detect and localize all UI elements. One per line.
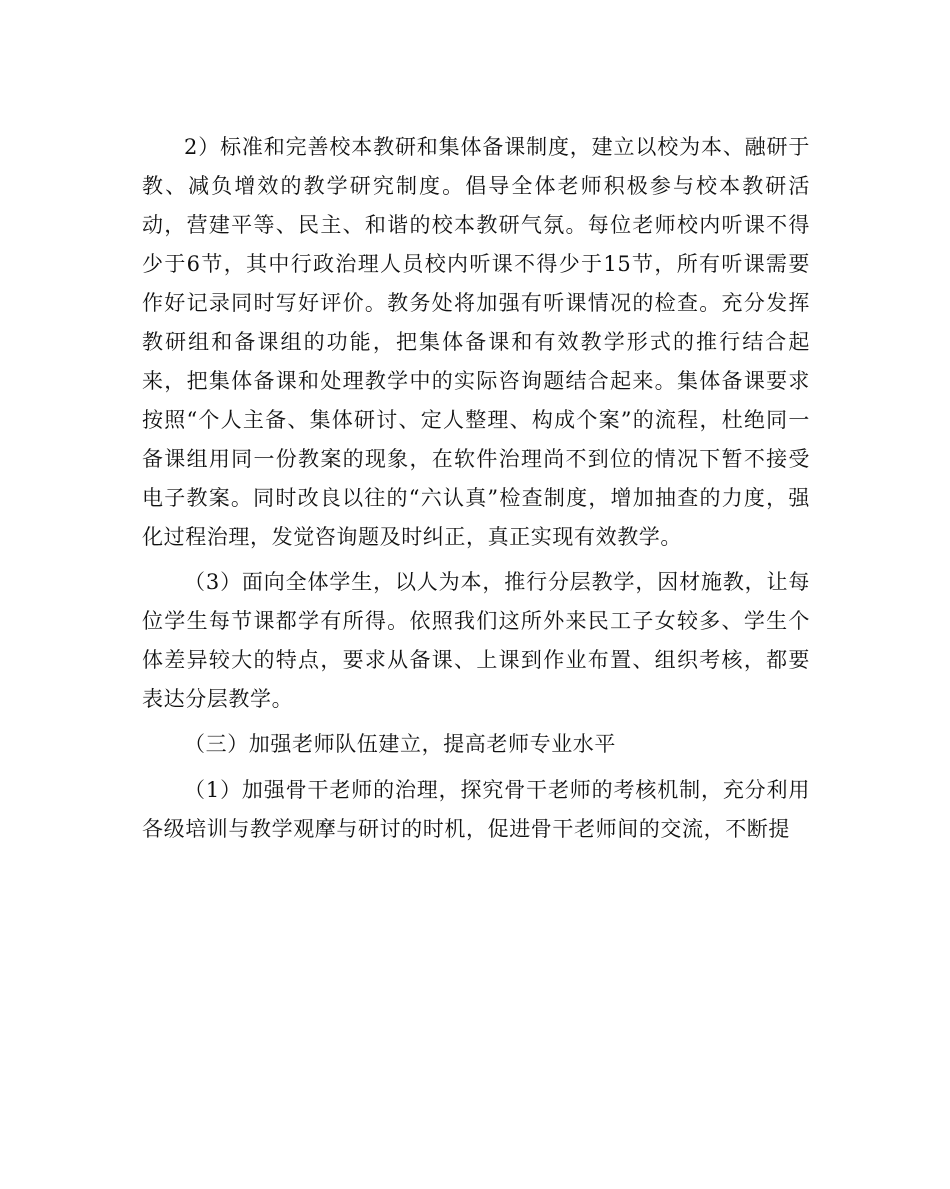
paragraph-teaching-research-system: 2）标准和完善校本教研和集体备课制度，建立以校为本、融研于教、减负增效的教学研究制度。倡导全体老师积极参与校本教研活动，营建平等、民主、和谐的校本教研气氛。每位老师校内听课不得少于6节，其中行政治理人员校内听课不得少于15节，所有听课需要作好记录同时写好评价。教务处将加强有听课情况的检查。充分发挥教研组和备课组的功能，把集体备课和有效教学形式的推行结合起来，把集体备课和处理教学中的实际咨询题结合起来。集体备课要求按照“个人主备、集体研讨、定人整理、构成个案”的流程，杜绝同一备课组用同一份教案的现象，在软件治理尚不到位的情况下暂不接受电子教案。同时改良以往的“六认真”检查制度，增加抽查的力度，强化过程治理，发觉咨询题及时纠正，真正实现有效教学。 <box>142 135 810 549</box>
paragraph-backbone-teachers: （1）加强骨干老师的治理，探究骨干老师的考核机制，充分利用各级培训与教学观摩与研讨的时机，促进骨干老师间的交流，不断提 <box>142 778 810 841</box>
section-heading-teacher-team: （三）加强老师队伍建立，提高老师专业水平 <box>184 732 616 756</box>
paragraph-layered-teaching: （3）面向全体学生，以人为本，推行分层教学，因材施教，让每位学生每节课都学有所得。依照我们这所外来民工子女较多、学生个体差异较大的特点，要求从备课、上课到作业布置、组织考核，都要表达分层教学。 <box>142 570 810 711</box>
document-body <box>142 128 810 855</box>
